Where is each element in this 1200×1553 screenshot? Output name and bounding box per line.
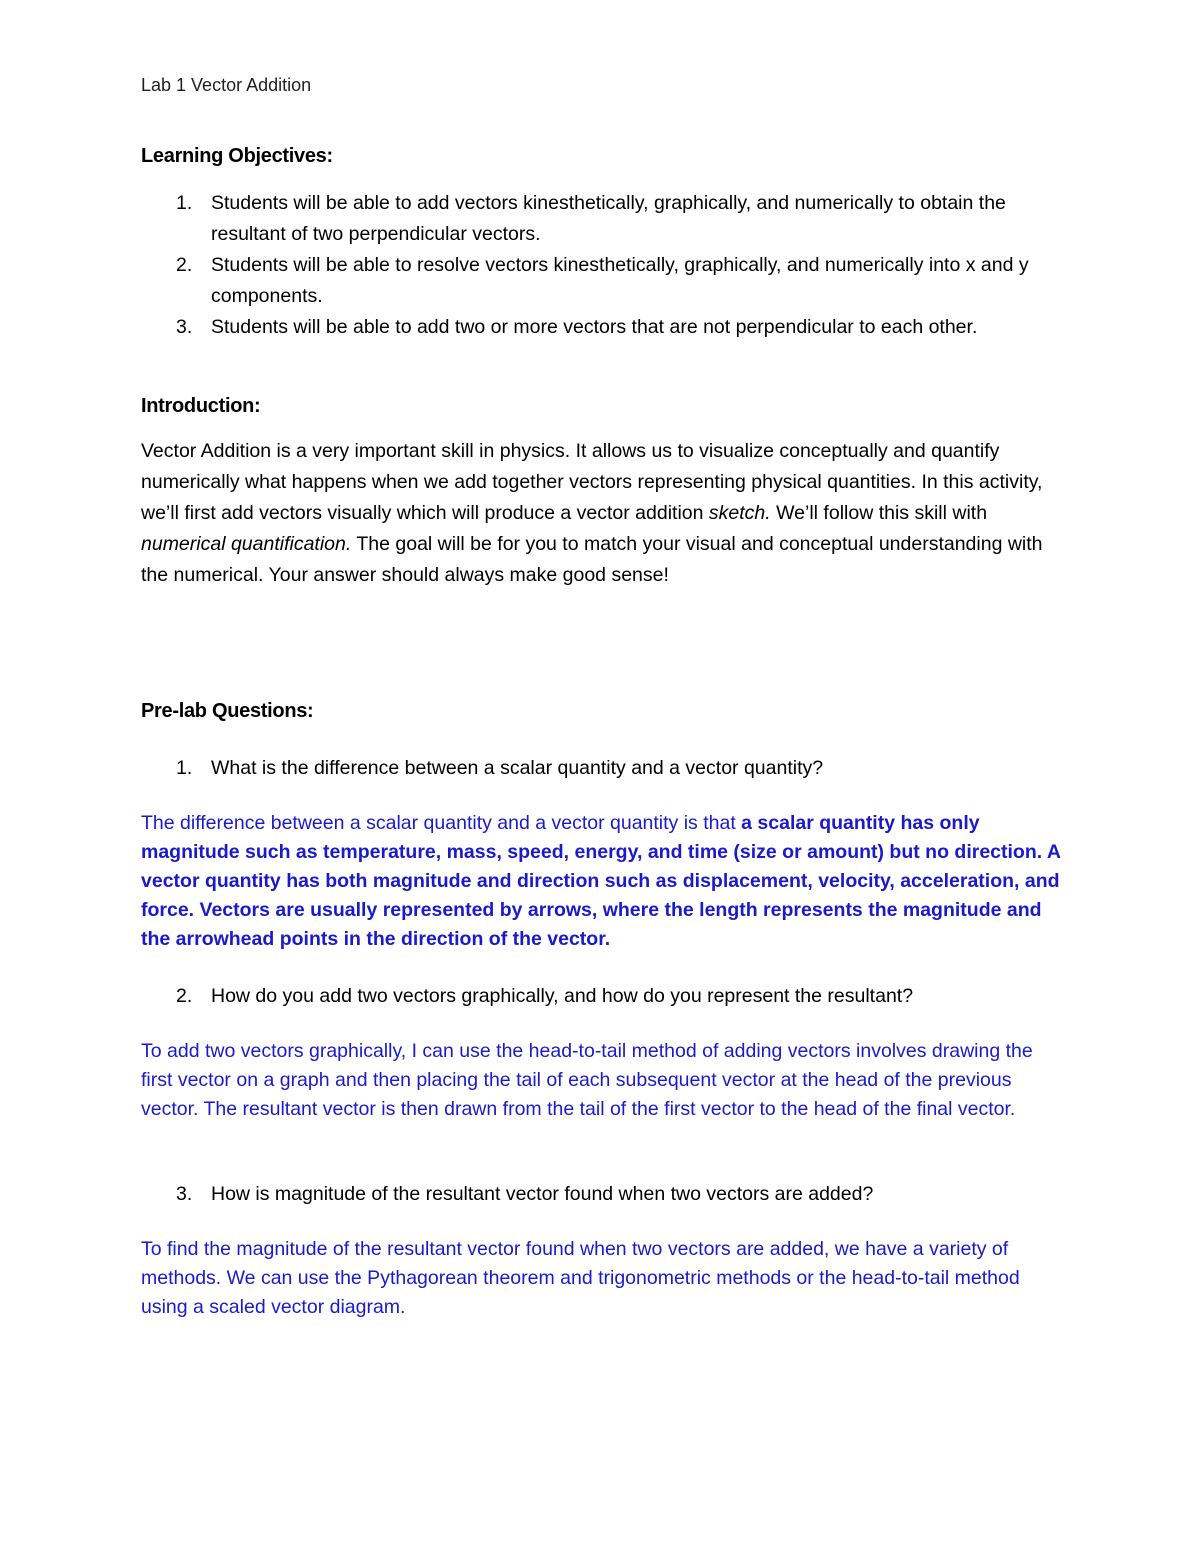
intro-text-part: The goal will be for you to match your visual and conceptual understanding with the numerical. Your answer should always make good sense! [141, 533, 1043, 586]
introduction-heading: Introduction: [141, 395, 261, 417]
objective-text: Students will be able to add vectors kinesthetically, graphically, and numerically to obtain the resultant of two perpendicular vectors. [211, 192, 1006, 245]
answer-paragraph: To add two vectors graphically, I can use the head-to-tail method of adding vectors involves drawing the first vector on a graph and then placing the tail of each subsequent vector at the head of the previous vector. The resultant vector is then drawn from the tail of the first vector to the head of the final vector. [141, 1040, 1033, 1120]
objective-number: 3. [176, 316, 193, 338]
learning-objectives-list [141, 188, 1071, 343]
question-number: 1. [176, 757, 193, 779]
page-header: Lab 1 Vector Addition [141, 75, 312, 95]
prelab-question [141, 981, 1071, 1012]
intro-emphasis-sketch: sketch. [708, 502, 771, 524]
objective-number: 1. [176, 192, 193, 214]
prelab-question [141, 753, 1071, 784]
objective-item [141, 188, 1071, 250]
intro-text-part: We’ll follow this skill with [770, 502, 988, 524]
intro-text-part: Vector Addition is a very important skill in physics. It allows us to visualize conceptually and quantify numerically what happens when we add together vectors representing physical quantities. In this activity, we’ll first add vectors visually which will produce a vector addition [141, 440, 1043, 524]
answer-paragraph: To find the magnitude of the resultant vector found when two vectors are added, we have a variety of methods. We can use the Pythagorean theorem and trigonometric methods or the head-to-tail method using a scaled vector diagram. [141, 1238, 1020, 1318]
question-number: 2. [176, 985, 193, 1007]
introduction-paragraph [141, 436, 1056, 591]
answer-text: The difference between a scalar quantity and a vector quantity is that [141, 812, 742, 834]
question-text: How is magnitude of the resultant vector found when two vectors are added? [211, 1183, 874, 1205]
question-text: How do you add two vectors graphically, and how do you represent the resultant? [211, 985, 914, 1007]
answer-bold-text: a scalar quantity has only magnitude such as temperature, mass, speed, energy, and time (size or amount) but no direction. A vector quantity has both magnitude and direction such as displacement, velocity, acceleration, and force. Vectors are usually represented by arrows, where the length represents the magnitude and the arrowhead points in the direction of the vector. [141, 812, 1061, 950]
question-number: 3. [176, 1183, 193, 1205]
prelab-question [141, 1179, 1071, 1210]
objective-number: 2. [176, 254, 193, 276]
learning-objectives-heading: Learning Objectives: [141, 145, 333, 167]
intro-emphasis-numerical: numerical quantification. [141, 533, 352, 555]
objective-text: Students will be able to resolve vectors kinesthetically, graphically, and numerically into x and y components. [211, 254, 1029, 307]
question-text: What is the difference between a scalar quantity and a vector quantity? [211, 757, 824, 779]
objective-item [141, 312, 1071, 343]
prelab-questions-heading: Pre-lab Questions: [141, 700, 314, 722]
objective-item [141, 250, 1071, 312]
objective-text: Students will be able to add two or more vectors that are not perpendicular to each other. [211, 316, 978, 338]
answer-paragraph [141, 809, 1066, 954]
